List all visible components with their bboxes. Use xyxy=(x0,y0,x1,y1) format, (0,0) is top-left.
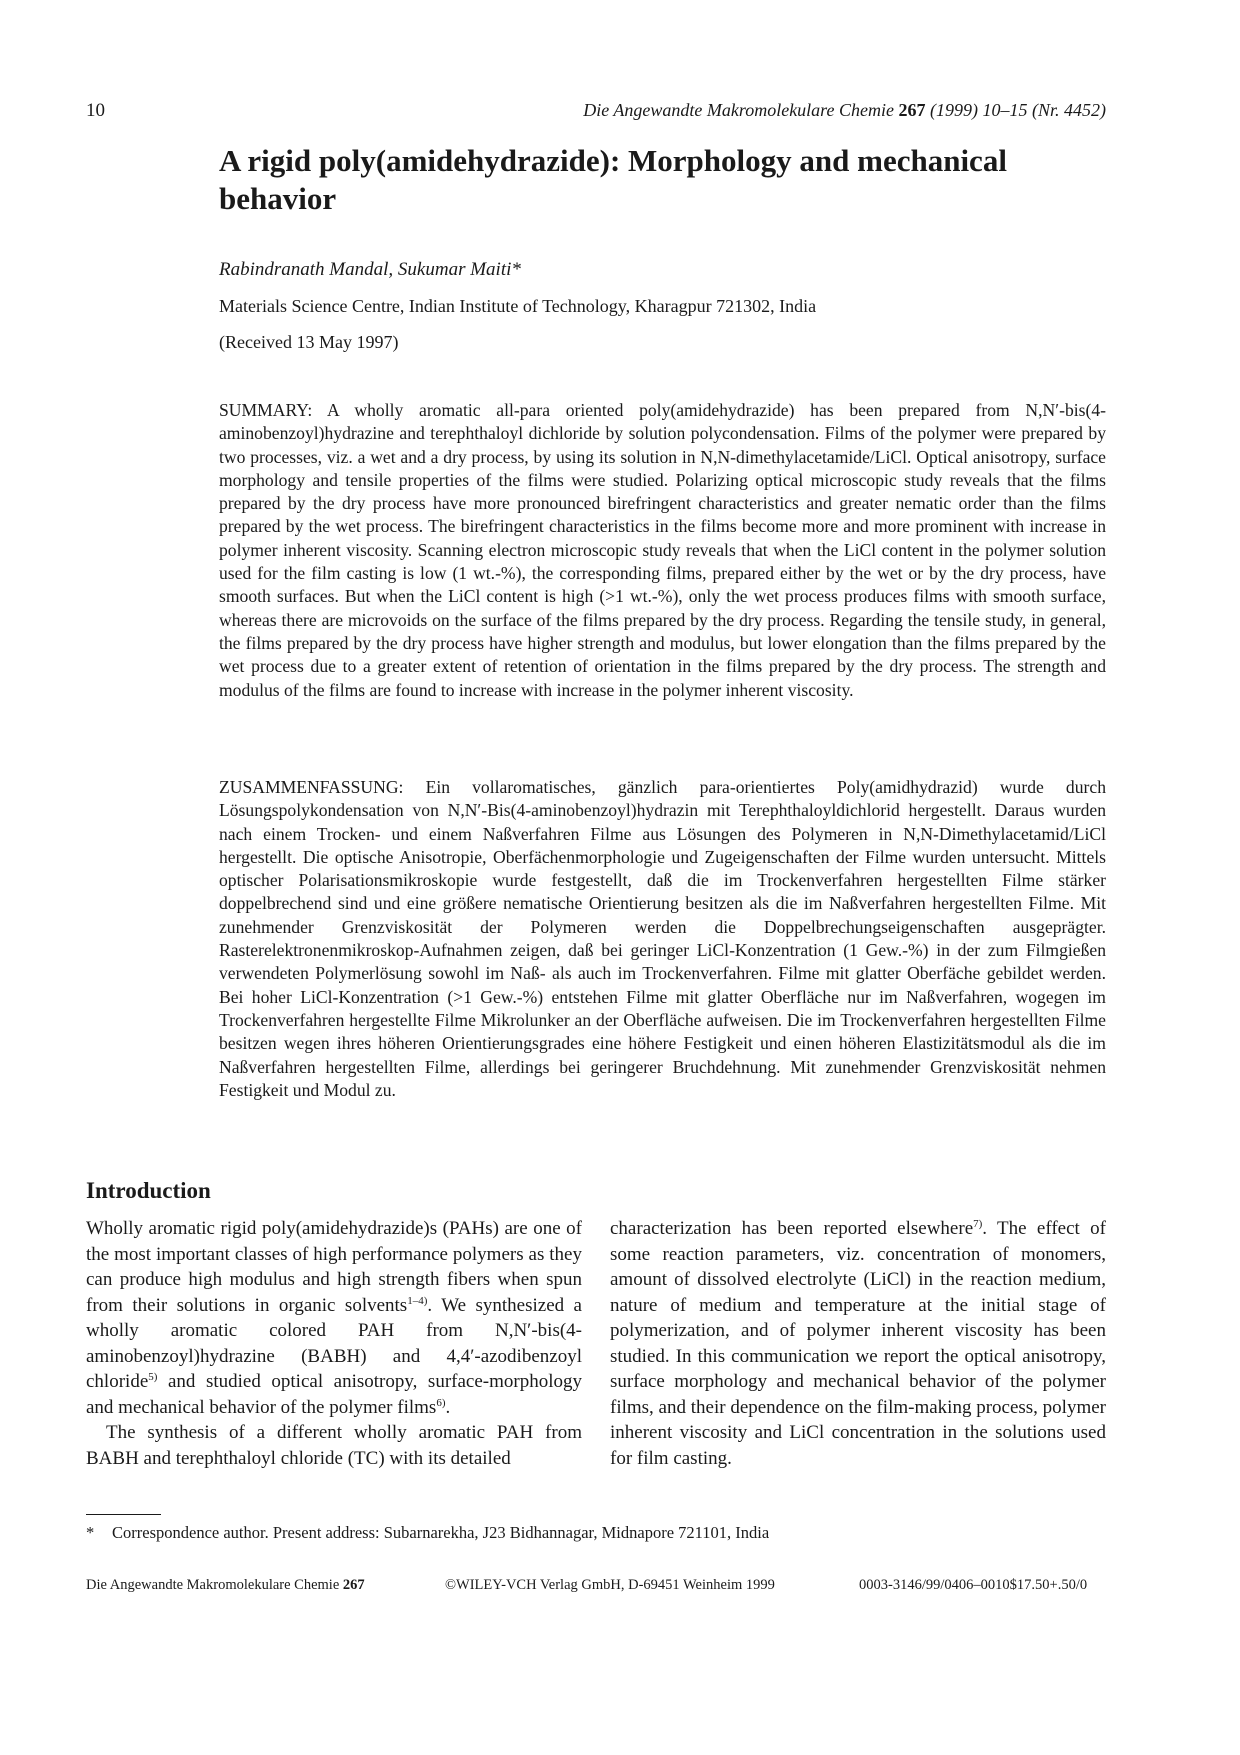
intro-column-left xyxy=(86,1216,582,1471)
citation-ref: 1–4) xyxy=(407,1294,428,1307)
text-run: . We synthesized a wholly aromatic colored PAH from N,N′-bis(4-aminobenzoyl)hydrazine (BABH) and 4,4′-azodibenzoyl chloride xyxy=(86,1294,582,1392)
footnote-text: Correspondence author. Present address: Subarnarekha, J23 Bidhannagar, Midnapore 721101, India xyxy=(112,1523,770,1542)
footnote xyxy=(86,1523,769,1543)
german-abstract: ZUSAMMENFASSUNG: Ein vollaromatisches, gänzlich para-orientiertes Poly(amidhydrazid) wurde durch Lösungspolykondensation von N,N′-Bis(4-aminobenzoyl)hydrazin mit Terephthaloyldichlorid hergestellt. Daraus wurden nach einem Trocken- und einem Naßverfahren Filme aus Lösungen des Polymeren in N,N-Dimethylacetamid/LiCl hergestellt. Die optische Anisotropie, Oberfächenmorphologie und Zugeigenschaften der Filme wurden untersucht. Mittels optischer Polarisationsmikroskopie wurde festgestellt, daß die im Trockenverfahren hergestellten Filme stärker doppelbrechend sind und eine größere nematische Orientierung besitzen als die im Naßverfahren hergestellten Filme. Mit zunehmender Grenzviskosität der Polymeren werden die Doppelbrechungseigenschaften ausgeprägter. Rasterelektronenmikroskop-Aufnahmen zeigen, daß bei geringer LiCl-Konzentration (1 Gew.-%) in der zum Filmgießen verwendeten Polymerlösung sowohl im Naß- als auch im Trockenverfahren. Filme mit glatter Oberfäche gebildet werden. Bei hoher LiCl-Konzentration (>1 Gew.-%) entstehen Filme mit glatter Oberfläche nur im Naßverfahren, wogegen im Trockenverfahren hergestellte Filme Mikrolunker an der Oberfläche aufweisen. Die im Trockenverfahren hergestellten Filme besitzen wegen ihres höheren Orientierungsgrades eine höhere Festigkeit und einen höheren Elastizitätsmodul als die im Naßverfahren hergestellten Filme, allerdings bei geringerer Bruchdehnung. Mit zunehmender Grenzviskosität nehmen Festigkeit und Modul zu. xyxy=(219,777,1106,1100)
text-run: characterization has been reported elsewhere xyxy=(610,1218,974,1239)
text-run: . The effect of some reaction parameters, viz. concentration of monomers, amount of dissolved electrolyte (LiCl) in the reaction medium, nature of medium and temperature at the initial stage of polymerization, and of polymer inherent viscosity has been studied. In this communication we report the optical anisotropy, surface morphology and mechanical behavior of the polymer films, and their dependence on the film-making process, polymer inherent viscosity and LiCl concentration in the solutions used for film casting. xyxy=(610,1218,1106,1469)
text-run: Wholly aromatic rigid poly(amidehydrazide)s (PAHs) are one of the most important classes of high performance polymers as they can produce high modulus and high strength fibers when spun from their solutions in organic solvents xyxy=(86,1218,582,1316)
footer-issn: 0003-3146/99/0406–0010$17.50+.50/0 xyxy=(859,1577,1088,1593)
received-date: (Received 13 May 1997) xyxy=(219,332,399,352)
issue-info: (1999) 10–15 (Nr. 4452) xyxy=(930,100,1106,120)
footer-copyright: ©WILEY-VCH Verlag GmbH, D-69451 Weinheim 1999 xyxy=(445,1577,775,1593)
intro-paragraph-2-continued xyxy=(610,1216,1106,1471)
intro-paragraph-2 xyxy=(86,1420,582,1471)
footer-journal xyxy=(86,1577,365,1594)
text-run: The synthesis of a different wholly aromatic PAH from BABH and terephthaloyl chloride (TC) with its detailed xyxy=(86,1422,582,1469)
article-title: A rigid poly(amidehydrazide): Morphology and mechanical behavior xyxy=(219,143,1007,216)
citation-ref: 7) xyxy=(973,1218,983,1230)
citation-ref: 6) xyxy=(436,1396,446,1409)
section-heading-introduction: Introduction xyxy=(86,1178,211,1203)
authors: Rabindranath Mandal, Sukumar Maiti* xyxy=(219,259,521,280)
footnote-marker: * xyxy=(86,1523,95,1542)
footer-journal-name: Die Angewandte Makromolekulare Chemie xyxy=(86,1577,340,1593)
page-number: 10 xyxy=(86,100,105,121)
summary-abstract: SUMMARY: A wholly aromatic all-para oriented poly(amidehydrazide) has been prepared from N,N′-bis(4-aminobenzoyl)hydrazine and terephthaloyl dichloride by solution polycondensation. Films of the polymer were prepared by two processes, viz. a wet and a dry process, by using its solution in N,N-dimethylacetamide/LiCl. Optical anisotropy, surface morphology and tensile properties of the films were studied. Polarizing optical microscopic study reveals that the films prepared by the dry process have more pronounced birefringent characteristics and greater nematic order than the films prepared by the wet process. The birefringent characteristics in the films become more and more prominent with increase in polymer inherent viscosity. Scanning electron microscopic study reveals that when the LiCl content in the polymer solution used for the film casting is low (1 wt.-%), the corresponding films, prepared either by the wet or by the dry process, have smooth surfaces. But when the LiCl content is high (>1 wt.-%), only the wet process produces films with smooth surface, whereas there are microvoids on the surface of the films prepared by the dry process. Regarding the tensile study, in general, the films prepared by the dry process have higher strength and modulus, but lower elongation than the films prepared by the wet process due to a greater extent of retention of orientation in the films prepared by the dry process. The strength and modulus of the films are found to increase with increase in the polymer inherent viscosity. xyxy=(219,400,1106,700)
intro-paragraph-1 xyxy=(86,1216,582,1420)
journal-name: Die Angewandte Makromolekulare Chemie xyxy=(583,100,894,120)
volume-number: 267 xyxy=(898,100,926,120)
running-head xyxy=(583,100,1106,121)
footnote-rule xyxy=(86,1514,161,1515)
intro-column-right xyxy=(610,1216,1106,1471)
footer-volume: 267 xyxy=(342,1577,365,1593)
citation-ref: 5) xyxy=(148,1371,158,1383)
text-run: . xyxy=(445,1396,451,1418)
text-run: and studied optical anisotropy, surface-morphology and mechanical behavior of the polymer films xyxy=(86,1371,582,1418)
affiliation: Materials Science Centre, Indian Institute of Technology, Kharagpur 721302, India xyxy=(219,296,817,316)
